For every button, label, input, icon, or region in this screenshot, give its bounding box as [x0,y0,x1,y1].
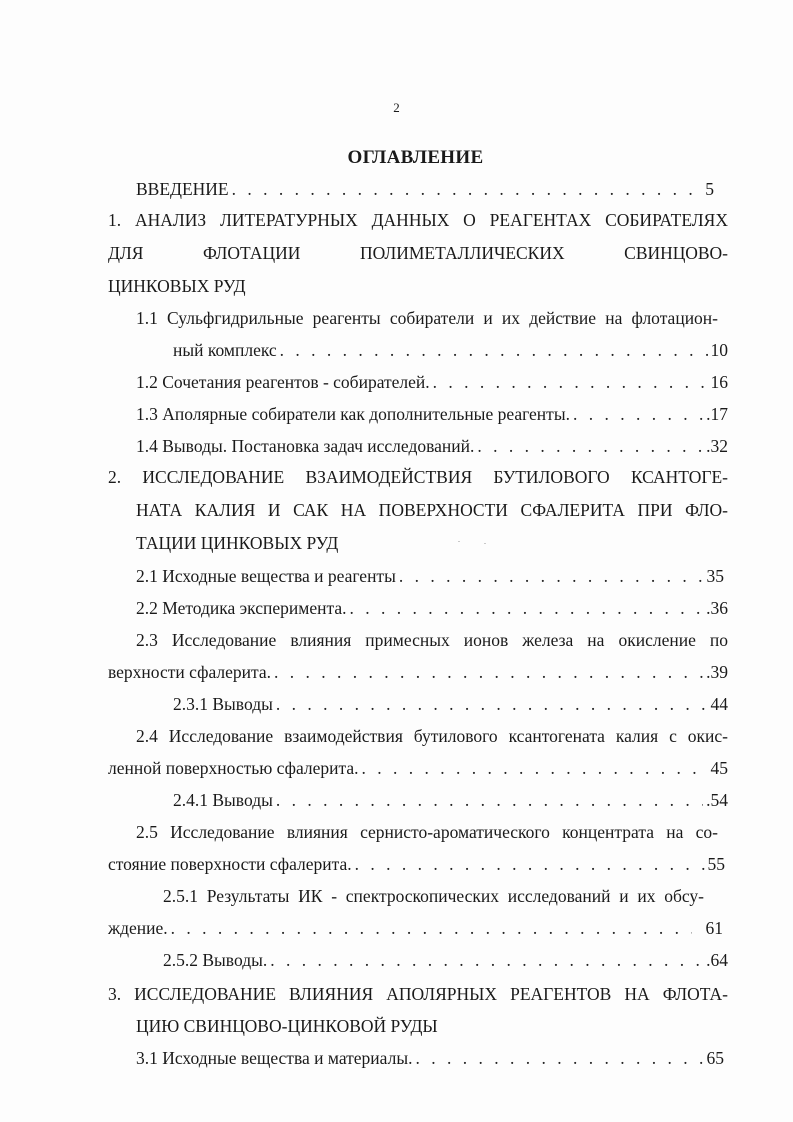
toc-entry-label: верхности сфалерита. [108,662,271,682]
toc-page-number: .36 [706,598,728,618]
toc-page-number: .39 [706,662,728,682]
toc-page-number: 44 [710,694,728,714]
dot-leader [276,789,703,811]
toc-entry-1-4[interactable] [136,435,728,457]
toc-entry-2-3-line1[interactable]: 2.3 Исследование влияния примесных ионов железа на окисление по [136,630,728,650]
toc-entry-2-4-1[interactable] [173,789,728,811]
toc-page-number: 65 [706,1048,724,1068]
toc-entry-2-5-1-line1[interactable]: 2.5.1 Результаты ИК - спектроскопических исследований и их обсу- [163,886,704,906]
dot-leader [433,371,708,393]
dot-leader [232,178,703,200]
chapter-3-heading-line2[interactable]: ЦИЮ СВИНЦОВО-ЦИНКОВОЙ РУДЫ [136,1016,438,1036]
dot-leader [171,917,692,939]
page-number: 2 [393,100,400,115]
chapter-1-heading-line1[interactable]: 1. АНАЛИЗ ЛИТЕРАТУРНЫХ ДАННЫХ О РЕАГЕНТАХ СОБИРАТЕЛЯХ [108,210,728,230]
toc-entry-label: 1.4 Выводы. Постановка задач исследований. [136,436,475,456]
toc-entry-2-5-line1[interactable]: 2.5 Исследование влияния сернисто-ароматического концентрата на со- [136,822,718,842]
toc-page-number: .64 [706,950,728,970]
toc-page-number: 45 [710,758,728,778]
toc-entry-1-2[interactable] [136,371,728,393]
dot-leader [274,661,703,683]
toc-entry-label: 2.4.1 Выводы [173,790,273,810]
chapter-1-heading-line2[interactable]: ДЛЯ ФЛОТАЦИИ ПОЛИМЕТАЛЛИЧЕСКИХ СВИНЦОВО- [108,243,728,263]
toc-page-number: 61 [705,918,723,938]
toc-page-number: 55 [707,854,725,874]
toc-entry-label: 2.3.1 Выводы [173,694,273,714]
toc-entry-label: 2.1 Исходные вещества и реагенты [136,566,396,586]
scan-speck [458,541,460,542]
toc-entry-label: 1.3 Аполярные собиратели как дополнительные реагенты. [136,404,570,424]
toc-page-number: .32 [706,436,728,456]
chapter-2-heading-line3[interactable]: ТАЦИИ ЦИНКОВЫХ РУД [136,533,339,553]
toc-entry-2-3[interactable] [108,661,728,683]
toc-entry-label: ленной поверхностью сфалерита. [108,758,359,778]
toc-page-number: 5 [705,179,714,199]
toc-page-number: .17 [706,404,728,424]
toc-entry-1-1[interactable] [173,339,728,361]
toc-entry-2-2[interactable] [136,597,728,619]
toc-entry-1-3[interactable] [136,403,728,425]
dot-leader [355,853,705,875]
dot-leader [349,597,703,619]
toc-entry-label: стояние поверхности сфалерита. [108,854,352,874]
toc-entry-label: 1.2 Сочетания реагентов - собирателей. [136,372,430,392]
dot-leader [276,693,708,715]
chapter-1-heading-line3[interactable]: ЦИНКОВЫХ РУД [108,276,246,296]
toc-entry-label: 3.1 Исходные вещества и материалы. [136,1048,413,1068]
chapter-2-heading-line2[interactable]: НАТА КАЛИЯ И САК НА ПОВЕРХНОСТИ СФАЛЕРИТА ПРИ ФЛО- [136,500,728,520]
dot-leader [270,949,703,971]
toc-page-number: 10 [710,340,728,360]
toc-entry-label: ждение. [108,918,168,938]
toc-page-number: .54 [706,790,728,810]
toc-page-number: 35 [706,566,724,586]
dot-leader [280,339,708,361]
toc-entry-2-4-line1[interactable]: 2.4 Исследование взаимодействия бутилового ксантогената калия с окис- [136,726,728,746]
toc-entry-2-1[interactable] [136,565,724,587]
toc-entry-2-4[interactable] [108,757,728,779]
dot-leader [415,1047,703,1069]
toc-entry-3-1[interactable] [136,1047,724,1069]
toc-entry-2-3-1[interactable] [173,693,728,715]
dot-leader [573,403,703,425]
chapter-2-heading-line1[interactable]: 2. ИССЛЕДОВАНИЕ ВЗАИМОДЕЙСТВИЯ БУТИЛОВОГО КСАНТОГЕ- [108,467,728,487]
dot-leader [399,565,704,587]
toc-entry-label: 2.5.2 Выводы. [163,950,268,970]
toc-entry-label: ный комплекс [173,340,277,360]
toc-entry-1-1-line1[interactable]: 1.1 Сульфгидрильные реагенты собиратели и их действие на флотацион- [136,308,718,328]
toc-page-number: 16 [710,372,728,392]
toc-entry-label: 2.2 Методика эксперимента. [136,598,347,618]
toc-entry-2-5-2[interactable] [163,949,728,971]
chapter-3-heading-line1[interactable]: 3. ИССЛЕДОВАНИЕ ВЛИЯНИЯ АПОЛЯРНЫХ РЕАГЕНТОВ НА ФЛОТА- [108,984,728,1004]
dot-leader [477,435,703,457]
page-title: ОГЛАВЛЕНИЕ [347,147,484,168]
toc-entry-label: ВВЕДЕНИЕ [136,179,229,199]
dot-leader [362,757,708,779]
toc-entry-2-5[interactable] [108,853,725,875]
toc-entry-intro[interactable] [136,178,714,200]
toc-entry-2-5-1[interactable] [108,917,723,939]
scan-speck [484,543,486,544]
